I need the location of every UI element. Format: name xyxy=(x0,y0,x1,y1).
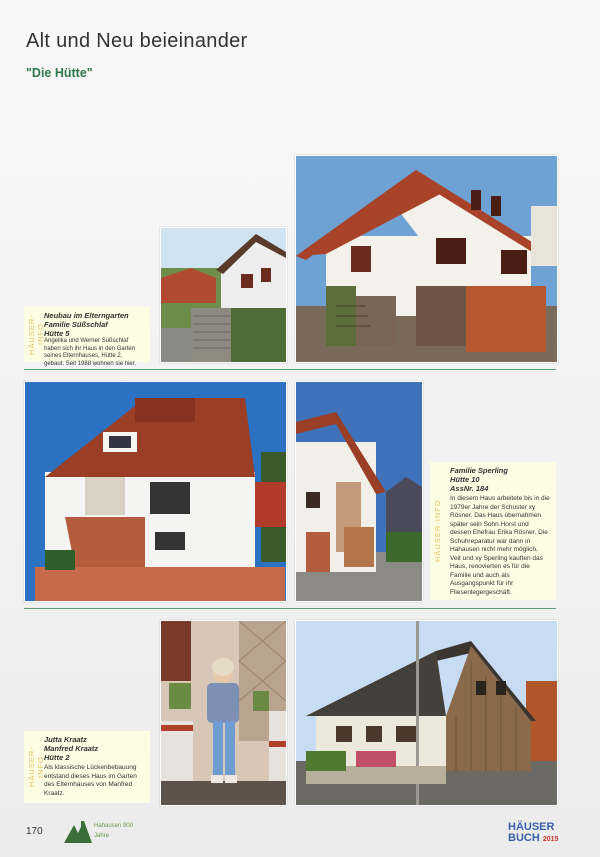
divider xyxy=(24,369,556,370)
info-box-text: Angelika und Werner Süßschlaf haben sich ihr Haus in den Garten seines Elternhauses, Hütte 2, gebaut. Seit 1988 wohnen sie hier. xyxy=(44,338,137,367)
photo-person xyxy=(160,620,287,806)
photo-house-small xyxy=(160,227,287,363)
photo-house-wood xyxy=(295,620,558,806)
photo-house-narrow xyxy=(295,381,423,602)
page-number: 170 xyxy=(26,826,43,837)
info-box-heading-line: Manfred Kraatz xyxy=(44,744,99,753)
photo-house-large xyxy=(295,155,558,363)
info-box-text: Als klassische Lückenbebauung entstand dieses Haus im Garten des Elternhauses von Manfred Kraatz. xyxy=(44,764,137,797)
info-box-heading-line: Hütte 10 xyxy=(450,475,480,484)
divider xyxy=(24,608,556,609)
info-box-text: In diesem Haus arbeitete bis in die 1979er Jahre der Schuster xy Rösner. Das Haus übernahmen später sein Sohn Horst und dessen Ehefrau Erika Rösner. Die Schuhreparatur war dann in Hahausen nicht mehr möglich. Veit und xy Sperling kauften das Haus, renovierten es für die Familie und auch als Ausgangspunkt für ihr Fliesenlegergeschäft. xyxy=(450,495,550,596)
logo-text-top: HÄUSER xyxy=(508,821,555,833)
haeuserbuch-logo xyxy=(508,822,558,845)
info-box-heading-line: Hütte 2 xyxy=(44,753,70,762)
info-box-heading-line: Jutta Kraatz xyxy=(44,735,87,744)
hahausen-logo xyxy=(64,815,134,845)
logo-text-bottom: BUCH xyxy=(508,832,540,844)
page-title: Alt und Neu beieinander xyxy=(26,30,248,52)
info-box-tag: HÄUSER-INFO xyxy=(433,499,442,563)
info-box-2 xyxy=(430,462,556,600)
info-box-heading-line: Familie Sperling xyxy=(450,466,508,475)
photo-house-white xyxy=(24,381,287,602)
svg-text:Jahre: Jahre xyxy=(94,833,110,839)
logo-year: 2015 xyxy=(542,836,559,843)
info-box-heading-line: Hütte 5 xyxy=(44,329,70,338)
info-box-tag: HÄUSER-INFO xyxy=(27,314,45,355)
info-box-3 xyxy=(24,731,150,803)
info-box-heading-line: AssNr. 184 xyxy=(450,484,489,493)
info-box-heading-line: Familie Süßschlaf xyxy=(44,320,108,329)
info-box-heading-line: Neubau im Elterngarten xyxy=(44,311,129,320)
info-box-tag: HÄUSER-INFO xyxy=(27,746,45,788)
page-subtitle: "Die Hütte" xyxy=(26,66,93,80)
svg-text:Hahausen 900: Hahausen 900 xyxy=(94,823,134,829)
info-box-1 xyxy=(24,307,150,367)
